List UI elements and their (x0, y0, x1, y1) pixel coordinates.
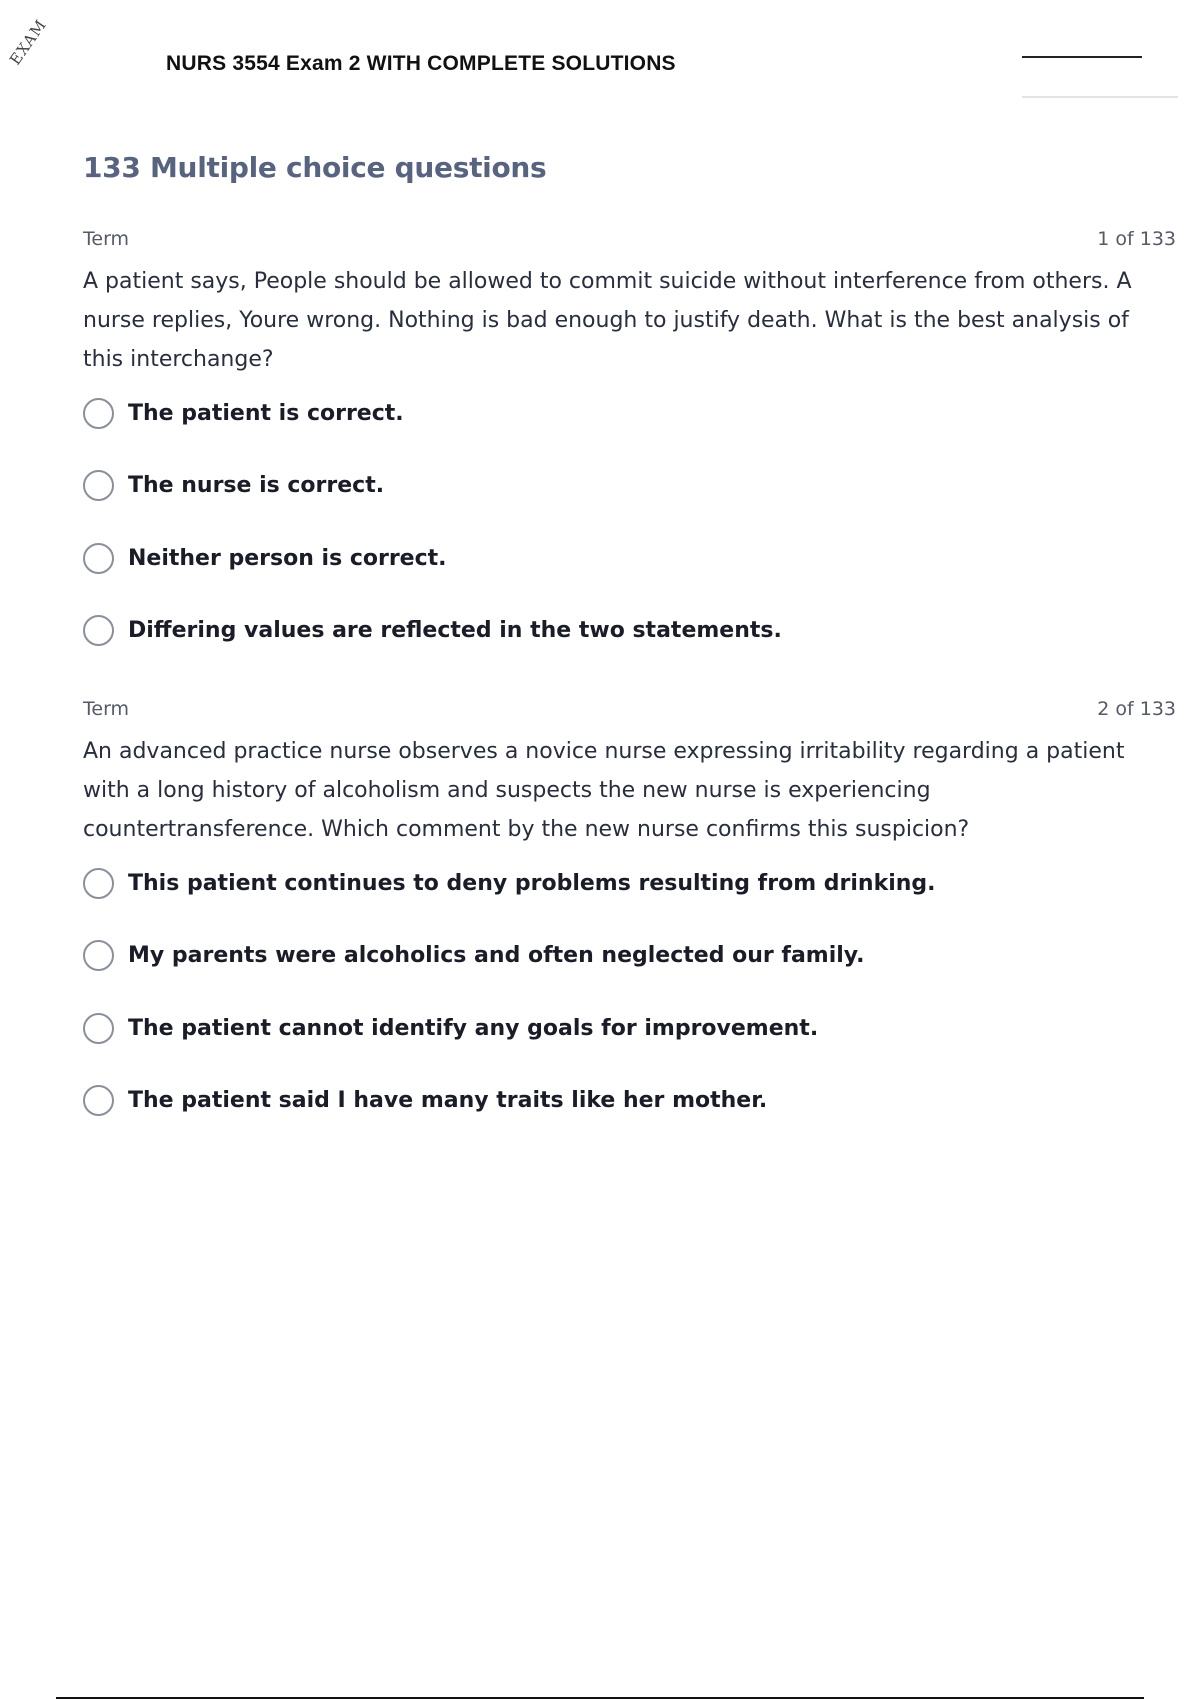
option-label: The patient cannot identify any goals for improvement. (128, 1015, 819, 1041)
question-meta (83, 698, 1176, 726)
radio-button[interactable] (83, 470, 114, 501)
answer-option[interactable] (83, 938, 1176, 974)
answer-option[interactable] (83, 468, 1176, 504)
answer-option[interactable] (83, 1083, 1176, 1119)
answer-option[interactable] (83, 540, 1176, 576)
question-text: An advanced practice nurse observes a novice nurse expressing irritability regarding a patient with a long history of alcoholism and suspects the new nurse is experiencing countertransference. Which comment by the new nurse confirms this suspicion? (83, 739, 1125, 842)
term-label: Term (83, 228, 130, 250)
question-counter: 1 of 133 (1097, 228, 1176, 250)
header-divider (1022, 56, 1142, 58)
question-text: A patient says, People should be allowed to commit suicide without interference from others. A nurse replies, Youre wrong. Nothing is bad enough to justify death. What is the best analysis of this interchange? (83, 269, 1132, 372)
radio-button[interactable] (83, 1013, 114, 1044)
answer-options (83, 865, 1176, 1119)
answer-option[interactable] (83, 395, 1176, 431)
exam-stamp: EXAM (6, 15, 51, 69)
option-label: Neither person is correct. (128, 545, 447, 571)
option-label: The patient is correct. (128, 400, 404, 426)
radio-button[interactable] (83, 398, 114, 429)
radio-button[interactable] (83, 868, 114, 899)
radio-button[interactable] (83, 543, 114, 574)
section-heading: 133 Multiple choice questions (83, 151, 547, 184)
question-card (83, 698, 1176, 1155)
question-card (83, 228, 1176, 685)
answer-option[interactable] (83, 1010, 1176, 1046)
question-meta (83, 228, 1176, 256)
option-label: My parents were alcoholics and often neglected our family. (128, 943, 865, 968)
question-counter: 2 of 133 (1097, 698, 1176, 720)
footer-divider (56, 1697, 1144, 1699)
option-label: The nurse is correct. (128, 473, 385, 498)
radio-button[interactable] (83, 615, 114, 646)
radio-button[interactable] (83, 1085, 114, 1116)
option-label: The patient said I have many traits like her mother. (128, 1088, 768, 1113)
document-title: NURS 3554 Exam 2 WITH COMPLETE SOLUTIONS (166, 52, 676, 75)
answer-option[interactable] (83, 865, 1176, 901)
radio-button[interactable] (83, 940, 114, 971)
option-label: This patient continues to deny problems resulting from drinking. (128, 870, 936, 896)
header-divider-light (1022, 96, 1178, 98)
answer-options (83, 395, 1176, 649)
answer-option[interactable] (83, 613, 1176, 649)
option-label: Differing values are reflected in the two statements. (128, 618, 782, 643)
term-label: Term (83, 698, 130, 720)
